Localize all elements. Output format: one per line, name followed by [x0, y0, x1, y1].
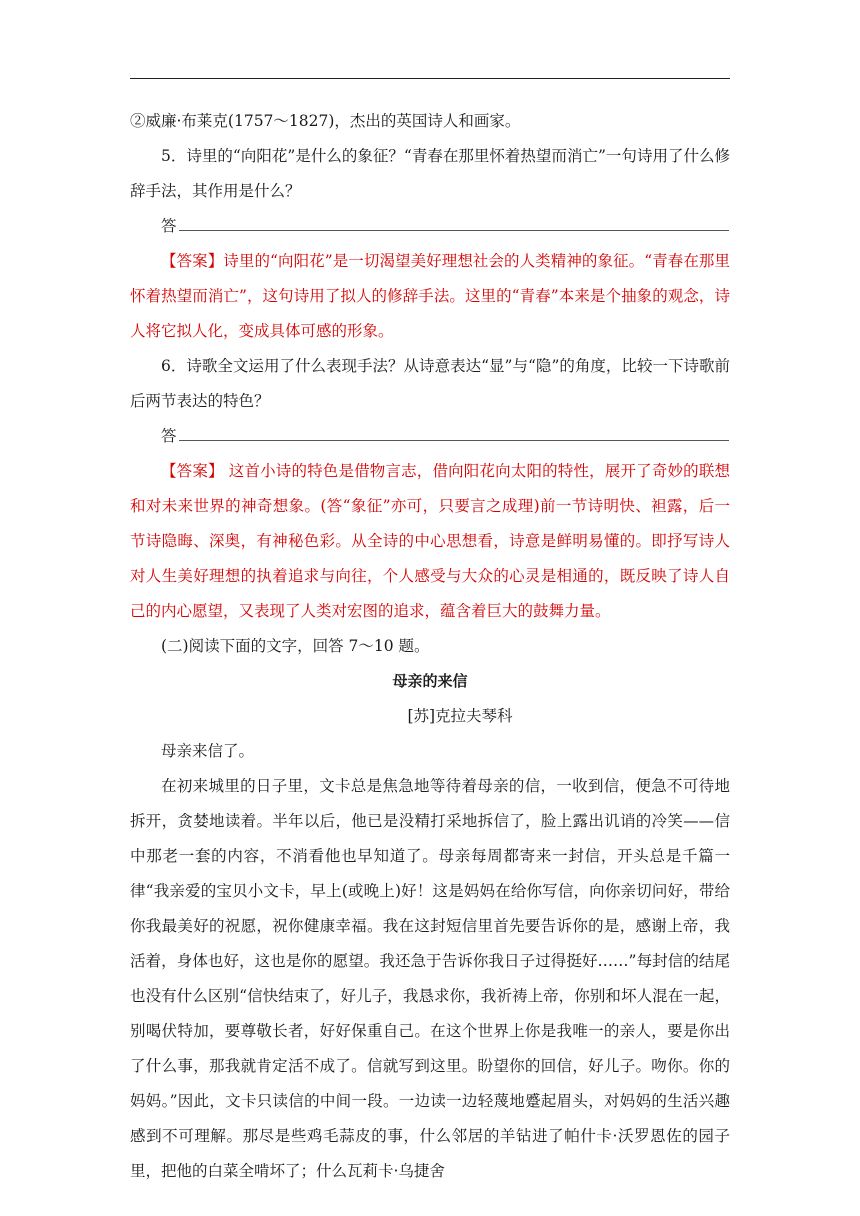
question-5: 5．诗里的“向阳花”是什么的象征？“青春在那里怀着热望而消亡”一句诗用了什么修辞手法，其作用是什么？ [130, 147, 730, 200]
story-paragraph-1: 母亲来信了。 [161, 742, 255, 760]
answer-tag-5: 【答案】 [161, 252, 224, 270]
header-rule [130, 78, 730, 79]
answer-line-6 [130, 419, 730, 454]
answer-blank-6[interactable] [179, 426, 729, 441]
section-intro: (二)阅读下面的文字，回答 7～10 题。 [161, 637, 430, 655]
footnote: ②威廉·布莱克(1757～1827)，杰出的英国诗人和画家。 [130, 112, 521, 130]
story-paragraph-2: 在初来城里的日子里，文卡总是焦急地等待着母亲的信，一收到信，便急不可待地拆开，贪婪地读着。半年以后，他已是没精打采地拆信了，脸上露出讥诮的冷笑——信中那老一套的内容，不消看他也早知道了。母亲每周都寄来一封信，开头总是千篇一律“我亲爱的宝贝小文卡，早上(或晚上)好！这是妈妈在给你写信，向你亲切问好，带给你我最美好的祝愿，祝你健康幸福。我在这封短信里首先要告诉你的是，感谢上帝，我活着，身体也好，这也是你的愿望。我还急于告诉你我日子过得挺好……”每封信的结尾也没有什么区别“信快结束了，好儿子，我恳求你，我祈祷上帝，你别和坏人混在一起，别喝伏特加，要尊敬长者，好好保重自己。在这个世界上你是我唯一的亲人，要是你出了什么事，那我就肯定活不成了。信就写到这里。盼望你的回信，好儿子。吻你。你的妈妈。”因此，文卡只读信的中间一段。一边读一边轻蔑地蹙起眉头，对妈妈的生活兴趣感到不可理解。那尽是些鸡毛蒜皮的事，什么邻居的羊钻进了帕什卡·沃罗恩佐的园子里，把他的白菜全啃坏了；什么瓦莉卡·乌捷舍 [130, 777, 730, 1180]
answer-prefix-5: 答 [161, 217, 177, 235]
question-6: 6．诗歌全文运用了什么表现手法？从诗意表达“显”与“隐”的角度，比较一下诗歌前后两节表达的特色？ [130, 357, 730, 410]
document-page [130, 0, 730, 1216]
answer-blank-5[interactable] [179, 216, 729, 231]
answer-tag-6: 【答案】 [161, 462, 224, 480]
answer-5 [130, 244, 730, 349]
story-title: 母亲的来信 [392, 672, 468, 690]
answer-text-6: 这首小诗的特色是借物言志，借向阳花向太阳的特性，展开了奇妙的联想和对未来世界的神奇想象。(答“象征”亦可，只要言之成理)前一节诗明快、袒露，后一节诗隐晦、深奥，有神秘色彩。从全诗的中心思想看，诗意是鲜明易懂的。即抒写诗人对人生美好理想的执着追求与向往，个人感受与大众的心灵是相通的，既反映了诗人自己的内心愿望，又表现了人类对宏图的追求，蕴含着巨大的鼓舞力量。 [130, 462, 730, 620]
answer-6 [130, 454, 730, 629]
story-author: [苏]克拉夫琴科 [407, 707, 513, 725]
answer-text-5: 诗里的“向阳花”是一切渴望美好理想社会的人类精神的象征。“青春在那里怀着热望而消亡”，这句诗用了拟人的修辞手法。这里的“青春”本来是个抽象的观念，诗人将它拟人化，变成具体可感的形象。 [130, 252, 730, 340]
document-body [130, 104, 730, 1189]
answer-prefix-6: 答 [161, 427, 177, 445]
answer-line-5 [130, 209, 730, 244]
